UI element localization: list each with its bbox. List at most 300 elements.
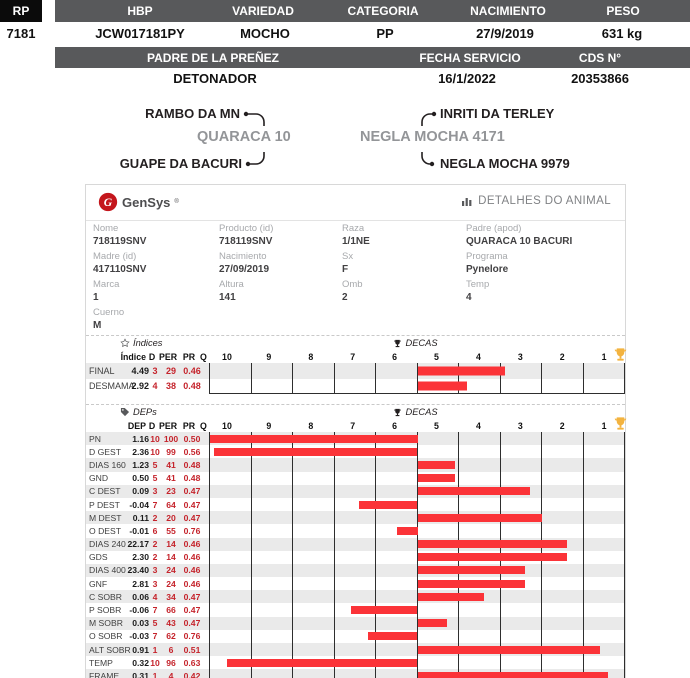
row-deca: 3	[152, 365, 158, 376]
decas-grid-cell	[252, 511, 294, 524]
field-label: Madre (id)	[93, 251, 137, 262]
rp-header-label: RP	[12, 4, 30, 18]
decas-grid-cell	[542, 485, 584, 498]
decas-grid-cell	[501, 617, 543, 630]
row-percentile: 62	[166, 631, 176, 642]
decas-grid-cell	[418, 656, 460, 669]
gensys-logo-icon	[98, 192, 118, 212]
decas-grid-cell	[293, 617, 335, 630]
table-row	[86, 485, 625, 498]
row-pr: 0.48	[183, 459, 201, 470]
table-title	[120, 407, 157, 417]
decas-grid-cell	[210, 511, 252, 524]
top-header-label: PESO	[606, 4, 640, 18]
row-percentile: 55	[166, 525, 176, 536]
table-row	[86, 498, 625, 511]
field-label: Marca	[93, 279, 120, 290]
decas-grid-cell	[542, 432, 584, 445]
row-label: FINAL	[89, 365, 115, 376]
row-percentile: 14	[166, 539, 176, 550]
row-value: 0.32	[132, 657, 149, 668]
row-deca: 5	[152, 618, 158, 629]
decas-scale-label: 7	[350, 420, 356, 431]
decas-chart-cell	[209, 603, 625, 616]
decas-grid-cell	[459, 498, 501, 511]
row-value: 2.92	[131, 381, 149, 392]
decas-grid-cell	[459, 458, 501, 471]
decas-grid-cell	[210, 577, 252, 590]
decas-grid-cell	[210, 485, 252, 498]
row-deca: 10	[150, 657, 160, 668]
decas-scale-label: 5	[434, 351, 439, 362]
top-header-label: HBP	[127, 4, 153, 18]
decas-grid-cell	[293, 472, 335, 485]
column-header-q: Q	[200, 351, 207, 362]
field-nacimiento	[219, 251, 269, 275]
decas-grid-cell	[252, 363, 294, 379]
decas-grid-cell	[542, 445, 584, 458]
table-row	[86, 590, 625, 603]
decas-grid-cell	[542, 564, 584, 577]
decas-chart-cell	[209, 379, 625, 395]
table-column-header-row	[86, 419, 625, 432]
field-label: Producto (id)	[219, 223, 274, 234]
decas-scale-label: 6	[392, 351, 398, 362]
row-value: 0.31	[132, 670, 149, 678]
decas-bar	[418, 487, 530, 495]
decas-chart-cell	[209, 432, 625, 445]
svg-text:G: G	[103, 196, 113, 210]
field-value: 4	[466, 292, 472, 303]
row-value: -0.04	[129, 499, 149, 510]
decas-grid-cell	[501, 363, 543, 379]
header-band-1	[55, 0, 690, 22]
decas-chart-cell	[209, 472, 625, 485]
decas-chart-cell	[209, 630, 625, 643]
decas-grid-cell	[376, 363, 418, 379]
column-header-per: PER	[158, 420, 178, 431]
column-header-pr: PR	[182, 420, 196, 431]
decas-bar	[418, 619, 447, 627]
decas-grid-cell	[252, 379, 294, 394]
row-deca: 4	[152, 591, 158, 602]
table-row	[86, 458, 625, 471]
decas-grid-cell	[252, 498, 294, 511]
column-header-d: D	[148, 351, 156, 362]
decas-chart-cell	[209, 445, 625, 458]
decas-grid-cell	[542, 524, 584, 537]
row-pr: 0.50	[183, 433, 201, 444]
decas-title-inner	[393, 338, 437, 348]
decas-scale-label: 3	[517, 420, 523, 431]
table-row	[86, 669, 625, 678]
decas-grid-cell	[293, 603, 335, 616]
decas-bar	[418, 580, 526, 588]
field-value: QUARACA 10 BACURI	[466, 236, 573, 247]
decas-scale-label: 10	[222, 351, 232, 362]
row-deca: 5	[152, 459, 158, 470]
decas-bar	[418, 566, 526, 574]
decas-grid-cell	[501, 458, 543, 471]
decas-grid-cell	[501, 630, 543, 643]
decas-scale	[206, 350, 625, 363]
decas-grid-cell	[584, 485, 626, 498]
decas-title	[206, 407, 625, 419]
row-percentile: 14	[166, 552, 176, 563]
decas-grid-cell	[293, 458, 335, 471]
decas-grid-cell	[418, 630, 460, 643]
row-value: 0.11	[132, 512, 149, 523]
top-header-label: CATEGORIA	[347, 4, 419, 18]
row-deca: 4	[152, 381, 158, 392]
row-deca: 1	[152, 670, 158, 678]
decas-grid-cell	[335, 485, 377, 498]
animal-fields-grid	[86, 221, 625, 333]
column-header-d: D	[148, 420, 156, 431]
trophy-icon	[393, 339, 402, 348]
decas-title-label: DECAS	[405, 338, 438, 348]
decas-grid-cell	[293, 538, 335, 551]
decas-grid-cell	[584, 472, 626, 485]
decas-grid-cell	[252, 577, 294, 590]
table-title-label: DEPs	[133, 407, 157, 417]
decas-grid-cell	[293, 363, 335, 379]
decas-bar	[351, 606, 417, 614]
table-body	[86, 363, 625, 394]
column-header-pr: PR	[182, 351, 196, 362]
decas-grid-cell	[584, 656, 626, 669]
field-value: 1	[93, 292, 99, 303]
row-value: 0.06	[132, 591, 149, 602]
row-label: GND	[89, 473, 109, 484]
row-pr: 0.51	[183, 644, 201, 655]
row-deca: 2	[152, 539, 158, 550]
field-value: 417110SNV	[93, 264, 147, 275]
row-deca: 3	[152, 565, 158, 576]
field-value: 27/09/2019	[219, 264, 270, 275]
decas-grid-cell	[210, 617, 252, 630]
field-label: Temp	[466, 279, 490, 290]
table-title	[120, 338, 162, 348]
decas-grid-cell	[501, 432, 543, 445]
table-row	[86, 445, 625, 458]
row-label: P DEST	[89, 499, 120, 510]
field-programa	[466, 251, 508, 275]
column-header-value: Índice	[120, 351, 146, 362]
pedigree-dam-name: NEGLA MOCHA 4171	[360, 129, 505, 145]
decas-scale-label: 2	[559, 420, 565, 431]
field-madre-id-	[93, 251, 146, 275]
decas-grid-cell	[584, 379, 626, 394]
decas-grid-cell	[459, 445, 501, 458]
decas-grid-cell	[335, 551, 377, 564]
decas-grid-cell	[293, 669, 335, 678]
field-value: 718119SNV	[93, 236, 147, 247]
decas-grid-cell	[584, 551, 626, 564]
row-pr: 0.46	[183, 552, 201, 563]
row-percentile: 99	[166, 446, 176, 457]
decas-grid-cell	[293, 643, 335, 656]
decas-grid-cell	[584, 498, 626, 511]
decas-grid-cell	[542, 656, 584, 669]
row-label: M SOBR	[89, 618, 123, 629]
field-value: 2	[342, 292, 348, 303]
decas-bar	[418, 381, 468, 390]
decas-grid-cell	[542, 617, 584, 630]
tag-icon	[120, 407, 130, 417]
decas-scale-label: 6	[392, 420, 398, 431]
decas-grid-cell	[584, 432, 626, 445]
decas-scale-label: 1	[601, 351, 607, 362]
pedigree-dam-bottom: NEGLA MOCHA 9979	[440, 156, 570, 171]
column-header-value: DEP	[127, 420, 146, 431]
top-value: 27/9/2019	[476, 26, 534, 41]
row-percentile: 96	[166, 657, 176, 668]
row-pr: 0.46	[183, 578, 201, 589]
decas-grid-cell	[376, 551, 418, 564]
decas-grid-cell	[584, 564, 626, 577]
row-deca: 2	[152, 552, 158, 563]
decas-bar	[418, 474, 455, 482]
row-value: 2.30	[132, 552, 149, 563]
row-value: 4.49	[131, 365, 149, 376]
decas-grid-cell	[501, 524, 543, 537]
field-producto-id-	[219, 223, 273, 247]
decas-grid-cell	[293, 511, 335, 524]
table-row	[86, 564, 625, 577]
field-label: Raza	[342, 223, 365, 234]
row-pr: 0.48	[183, 381, 201, 392]
row-pr: 0.42	[183, 670, 201, 678]
decas-grid-cell	[584, 511, 626, 524]
decas-grid-cell	[584, 445, 626, 458]
decas-grid-cell	[542, 498, 584, 511]
decas-grid-cell	[376, 472, 418, 485]
decas-grid-cell	[252, 538, 294, 551]
decas-bar	[214, 448, 417, 456]
decas-grid-cell	[542, 363, 584, 379]
decas-chart-cell	[209, 669, 625, 678]
decas-grid-cell	[293, 379, 335, 394]
row-label: D GEST	[89, 446, 121, 457]
row-deca: 2	[152, 512, 158, 523]
decas-grid-cell	[252, 669, 294, 678]
decas-grid-cell	[376, 669, 418, 678]
decas-grid-cell	[335, 617, 377, 630]
decas-grid-cell	[210, 630, 252, 643]
decas-grid-cell	[293, 564, 335, 577]
decas-title-inner	[393, 407, 437, 417]
rp-value: 7181	[6, 26, 36, 41]
decas-scale-label: 5	[434, 420, 439, 431]
row-pr: 0.47	[183, 591, 201, 602]
deps-table	[86, 404, 625, 678]
logo-registered-mark: ®	[174, 199, 179, 205]
gold-trophy-icon	[613, 347, 628, 362]
top-header2-label: CDS N°	[578, 50, 622, 65]
field-value: Pynelore	[466, 264, 509, 275]
row-label: DESMAMA	[89, 381, 135, 392]
decas-scale-label: 4	[475, 351, 481, 362]
decas-scale-label: 7	[350, 351, 356, 362]
decas-grid-cell	[376, 643, 418, 656]
identification-table	[0, 0, 690, 92]
decas-bar	[418, 461, 455, 469]
row-value: 0.50	[132, 473, 149, 484]
table-row	[86, 363, 625, 379]
decas-scale-label: 1	[601, 420, 607, 431]
row-deca: 3	[152, 486, 158, 497]
table-row	[86, 603, 625, 616]
table-row	[86, 630, 625, 643]
row-percentile: 23	[166, 486, 176, 497]
decas-grid-cell	[335, 363, 377, 379]
decas-grid-cell	[376, 564, 418, 577]
decas-grid-cell	[542, 590, 584, 603]
table-row	[86, 379, 625, 395]
field-label: Cuerno	[93, 307, 125, 318]
decas-grid-cell	[252, 564, 294, 577]
decas-bar	[418, 540, 567, 548]
rp-header-cell	[0, 0, 42, 22]
field-value: 1/1NE	[342, 236, 370, 247]
row-pr: 0.48	[183, 473, 201, 484]
decas-bar	[227, 659, 418, 667]
decas-grid-cell	[542, 511, 584, 524]
decas-grid-cell	[335, 538, 377, 551]
field-nome	[93, 223, 146, 247]
decas-grid-cell	[542, 472, 584, 485]
row-label: C DEST	[89, 486, 121, 497]
top-value: JCW017181PY	[95, 26, 185, 41]
decas-grid-cell	[584, 617, 626, 630]
decas-grid-cell	[584, 363, 626, 379]
pedigree-bracket-lines	[0, 100, 690, 180]
row-percentile: 24	[166, 565, 176, 576]
decas-grid-cell	[376, 458, 418, 471]
decas-grid-cell	[501, 445, 543, 458]
top-header2-label: PADRE DE LA PREÑEZ	[146, 50, 280, 65]
field-marca	[93, 279, 119, 303]
decas-grid-cell	[501, 498, 543, 511]
decas-grid-cell	[459, 603, 501, 616]
decas-grid-cell	[293, 577, 335, 590]
row-pr: 0.47	[183, 512, 201, 523]
field-raza	[342, 223, 370, 247]
decas-grid-cell	[584, 458, 626, 471]
decas-bar	[397, 527, 418, 535]
decas-bar	[359, 501, 417, 509]
decas-grid-cell	[210, 363, 252, 379]
row-value: 1.23	[132, 459, 149, 470]
decas-grid-cell	[252, 485, 294, 498]
field-label: Padre (apod)	[466, 223, 522, 234]
decas-grid-cell	[584, 603, 626, 616]
row-label: ALT SOBR	[89, 644, 131, 655]
section-title	[461, 195, 611, 207]
top-value2: 20353866	[571, 71, 629, 86]
animal-detail-card	[85, 184, 626, 678]
row-label: P SOBR	[89, 605, 122, 616]
section-title-label: DETALHES DO ANIMAL	[478, 195, 611, 207]
column-header-per: PER	[158, 351, 178, 362]
trophy-icon	[393, 408, 402, 417]
decas-grid-cell	[459, 656, 501, 669]
decas-scale-label: 8	[308, 420, 314, 431]
decas-scale-label: 9	[266, 351, 272, 362]
decas-grid-cell	[418, 603, 460, 616]
field-value: 718119SNV	[219, 236, 273, 247]
field-label: Omb	[342, 279, 363, 290]
row-value: -0.06	[129, 605, 149, 616]
row-pr: 0.47	[183, 618, 201, 629]
decas-grid-cell	[210, 538, 252, 551]
decas-scale	[206, 419, 625, 432]
decas-grid-cell	[210, 458, 252, 471]
decas-chart-cell	[209, 485, 625, 498]
decas-grid-cell	[252, 472, 294, 485]
table-title-row	[86, 407, 625, 419]
row-label: O DEST	[89, 525, 121, 536]
decas-chart-cell	[209, 590, 625, 603]
decas-bar	[418, 672, 609, 678]
decas-chart-cell	[209, 617, 625, 630]
decas-scale-label: 2	[559, 351, 565, 362]
decas-scale-label: 10	[222, 420, 232, 431]
decas-title-label: DECAS	[405, 407, 438, 417]
decas-scale-label: 9	[266, 420, 272, 431]
decas-grid-cell	[501, 603, 543, 616]
decas-chart-cell	[209, 458, 625, 471]
decas-grid-cell	[542, 630, 584, 643]
field-omb	[342, 279, 363, 303]
decas-chart-cell	[209, 643, 625, 656]
row-deca: 10	[150, 433, 160, 444]
row-percentile: 4	[168, 670, 174, 678]
row-percentile: 38	[165, 381, 176, 392]
decas-grid-cell	[335, 643, 377, 656]
indices-table	[86, 335, 625, 394]
decas-chart-cell	[209, 551, 625, 564]
table-row	[86, 577, 625, 590]
table-row	[86, 617, 625, 630]
decas-grid-cell	[376, 590, 418, 603]
decas-bar	[418, 553, 567, 561]
card-header	[86, 185, 625, 221]
field-temp	[466, 279, 489, 303]
decas-grid-cell	[418, 524, 460, 537]
field-value: 141	[219, 292, 236, 303]
decas-grid-cell	[501, 472, 543, 485]
decas-grid-cell	[335, 524, 377, 537]
decas-grid-cell	[293, 498, 335, 511]
row-value: 22.17	[127, 539, 149, 550]
row-value: -0.03	[129, 631, 149, 642]
pedigree-dam-top: INRITI DA TERLEY	[440, 106, 555, 121]
row-value: 1.16	[132, 433, 149, 444]
field-label: Sx	[342, 251, 354, 262]
table-row	[86, 472, 625, 485]
pedigree-sire-top: RAMBO DA MN	[145, 106, 240, 121]
row-percentile: 41	[166, 459, 176, 470]
row-pr: 0.76	[183, 525, 201, 536]
top-value2: 16/1/2022	[438, 71, 496, 86]
row-pr: 0.46	[183, 565, 201, 576]
decas-chart-cell	[209, 538, 625, 551]
decas-grid-cell	[418, 432, 460, 445]
row-value: 23.40	[127, 565, 149, 576]
decas-grid-cell	[293, 551, 335, 564]
